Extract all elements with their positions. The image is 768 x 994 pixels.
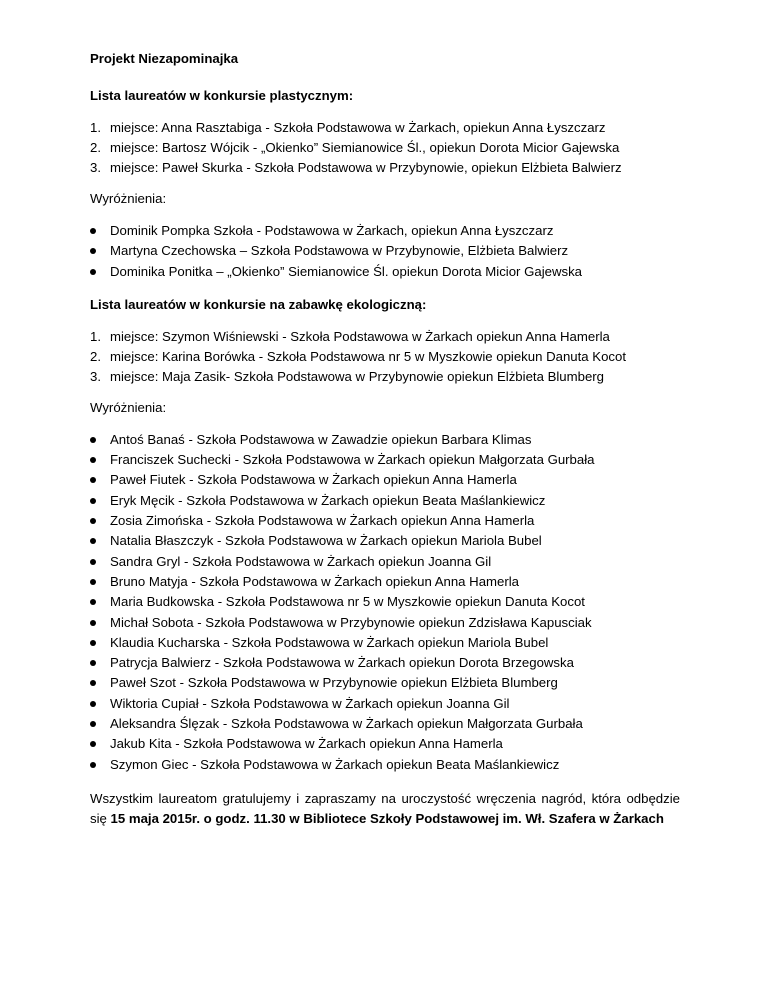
document-title: Projekt Niezapominajka: [90, 51, 239, 66]
list-item-text: Aleksandra Ślęzak - Szkoła Podstawowa w Żarkach opiekun Małgorzata Gurbała: [110, 716, 583, 732]
closing-event-details: 15 maja 2015r. o godz. 11.30 w Bibliotece Szkoły Podstawowej im. Wł. Szafera w Żarkach: [110, 810, 664, 826]
list-item-text: Szymon Giec - Szkoła Podstawowa w Żarkach opiekun Beata Maślankiewicz: [110, 756, 560, 772]
list-item: [90, 470, 680, 490]
bullet-icon: [90, 437, 96, 443]
list-item: [90, 158, 680, 178]
list-item-text: Wiktoria Cupiał - Szkoła Podstawowa w Żarkach opiekun Joanna Gil: [110, 695, 510, 711]
bullet-icon: [90, 660, 96, 666]
list-number: 1.: [90, 328, 101, 344]
eco-toy-winners-list: [90, 327, 680, 387]
list-item: [90, 613, 680, 633]
list-item: [90, 138, 680, 158]
bullet-icon: [90, 228, 96, 234]
list-item: [90, 430, 680, 450]
bullet-icon: [90, 269, 96, 275]
list-item: [90, 592, 680, 612]
bullet-icon: [90, 721, 96, 727]
bullet-icon: [90, 701, 96, 707]
list-item-text: Paweł Szot - Szkoła Podstawowa w Przybynowie opiekun Elżbieta Blumberg: [110, 675, 558, 691]
bullet-icon: [90, 741, 96, 747]
list-item: [90, 327, 680, 347]
list-item-text: miejsce: Karina Borówka - Szkoła Podstawowa nr 5 w Myszkowie opiekun Danuta Kocot: [110, 348, 627, 364]
list-number: 2.: [90, 348, 101, 364]
list-number: 3.: [90, 368, 101, 384]
list-item: [90, 653, 680, 673]
art-contest-winners-list: [90, 118, 680, 178]
list-item: [90, 221, 680, 241]
list-item-text: Paweł Fiutek - Szkoła Podstawowa w Żarkach opiekun Anna Hamerla: [110, 472, 517, 488]
list-number: 1.: [90, 120, 101, 135]
list-number: 2.: [90, 140, 101, 155]
list-item: [90, 491, 680, 511]
list-item-text: Klaudia Kucharska - Szkoła Podstawowa w Żarkach opiekun Mariola Bubel: [110, 634, 549, 650]
list-item-text: miejsce: Szymon Wiśniewski - Szkoła Podstawowa w Żarkach opiekun Anna Hamerla: [110, 328, 610, 344]
list-item-text: miejsce: Paweł Skurka - Szkoła Podstawowa w Przybynowie, opiekun Elżbieta Balwierz: [110, 160, 622, 175]
list-item: [90, 450, 680, 470]
list-item: [90, 673, 680, 693]
list-item-text: miejsce: Anna Rasztabiga - Szkoła Podstawowa w Żarkach, opiekun Anna Łyszczarz: [110, 120, 606, 135]
list-item-text: Michał Sobota - Szkoła Podstawowa w Przybynowie opiekun Zdzisława Kapusciak: [110, 614, 592, 630]
list-item-text: Dominika Ponitka – „Okienko” Siemianowice Śl. opiekun Dorota Micior Gajewska: [110, 263, 583, 279]
eco-toy-distinctions-list: [90, 430, 680, 775]
bullet-icon: [90, 498, 96, 504]
bullet-icon: [90, 559, 96, 565]
list-item: [90, 694, 680, 714]
list-number: 3.: [90, 160, 101, 175]
closing-paragraph: [90, 789, 680, 829]
list-item: [90, 633, 680, 653]
list-item: [90, 241, 680, 261]
bullet-icon: [90, 248, 96, 254]
list-item-text: Maria Budkowska - Szkoła Podstawowa nr 5 w Myszkowie opiekun Danuta Kocot: [110, 594, 585, 610]
list-item: [90, 531, 680, 551]
list-item: [90, 347, 680, 367]
list-item-text: Martyna Czechowska – Szkoła Podstawowa w Przybynowie, Elżbieta Balwierz: [110, 243, 569, 259]
list-item-text: Jakub Kita - Szkoła Podstawowa w Żarkach opiekun Anna Hamerla: [110, 736, 503, 752]
list-item-text: Eryk Męcik - Szkoła Podstawowa w Żarkach opiekun Beata Maślankiewicz: [110, 492, 546, 508]
list-item-text: Sandra Gryl - Szkoła Podstawowa w Żarkach opiekun Joanna Gil: [110, 553, 492, 569]
list-item: [90, 262, 680, 282]
list-item: [90, 755, 680, 775]
bullet-icon: [90, 477, 96, 483]
list-item-text: Patrycja Balwierz - Szkoła Podstawowa w Żarkach opiekun Dorota Brzegowska: [110, 655, 574, 671]
list-item-text: Bruno Matyja - Szkoła Podstawowa w Żarkach opiekun Anna Hamerla: [110, 573, 520, 589]
list-item: [90, 572, 680, 592]
bullet-icon: [90, 620, 96, 626]
section-heading-art-contest: Lista laureatów w konkursie plastycznym:: [90, 88, 354, 103]
list-item-text: miejsce: Bartosz Wójcik - „Okienko” Siemianowice Śl., opiekun Dorota Micior Gajewska: [110, 140, 620, 155]
list-item: [90, 367, 680, 387]
list-item-text: Antoś Banaś - Szkoła Podstawowa w Zawadzie opiekun Barbara Klimas: [110, 431, 532, 447]
bullet-icon: [90, 457, 96, 463]
bullet-icon: [90, 680, 96, 686]
art-contest-distinctions-list: [90, 221, 680, 282]
list-item: [90, 118, 680, 138]
list-item-text: Zosia Zimońska - Szkoła Podstawowa w Żarkach opiekun Anna Hamerla: [110, 513, 535, 529]
distinctions-label: Wyróżnienia:: [90, 191, 167, 206]
list-item-text: Natalia Błaszczyk - Szkoła Podstawowa w Żarkach opiekun Mariola Bubel: [110, 533, 542, 549]
list-item-text: Franciszek Suchecki - Szkoła Podstawowa w Żarkach opiekun Małgorzata Gurbała: [110, 452, 595, 468]
list-item: [90, 552, 680, 572]
section-heading-eco-toy-contest: Lista laureatów w konkursie na zabawkę ekologiczną:: [90, 296, 427, 312]
list-item-text: miejsce: Maja Zasik- Szkoła Podstawowa w Przybynowie opiekun Elżbieta Blumberg: [110, 368, 605, 384]
distinctions-label: Wyróżnienia:: [90, 399, 167, 415]
closing-text: Wszystkim laureatom gratulujemy i zapraszamy na uroczystość wręczenia nagród, która odbędzie się: [90, 790, 680, 826]
bullet-icon: [90, 579, 96, 585]
bullet-icon: [90, 599, 96, 605]
bullet-icon: [90, 518, 96, 524]
document-page: [90, 38, 680, 829]
list-item: [90, 714, 680, 734]
list-item-text: Dominik Pompka Szkoła - Podstawowa w Żarkach, opiekun Anna Łyszczarz: [110, 223, 554, 238]
list-item: [90, 734, 680, 754]
bullet-icon: [90, 640, 96, 646]
bullet-icon: [90, 762, 96, 768]
bullet-icon: [90, 538, 96, 544]
list-item: [90, 511, 680, 531]
